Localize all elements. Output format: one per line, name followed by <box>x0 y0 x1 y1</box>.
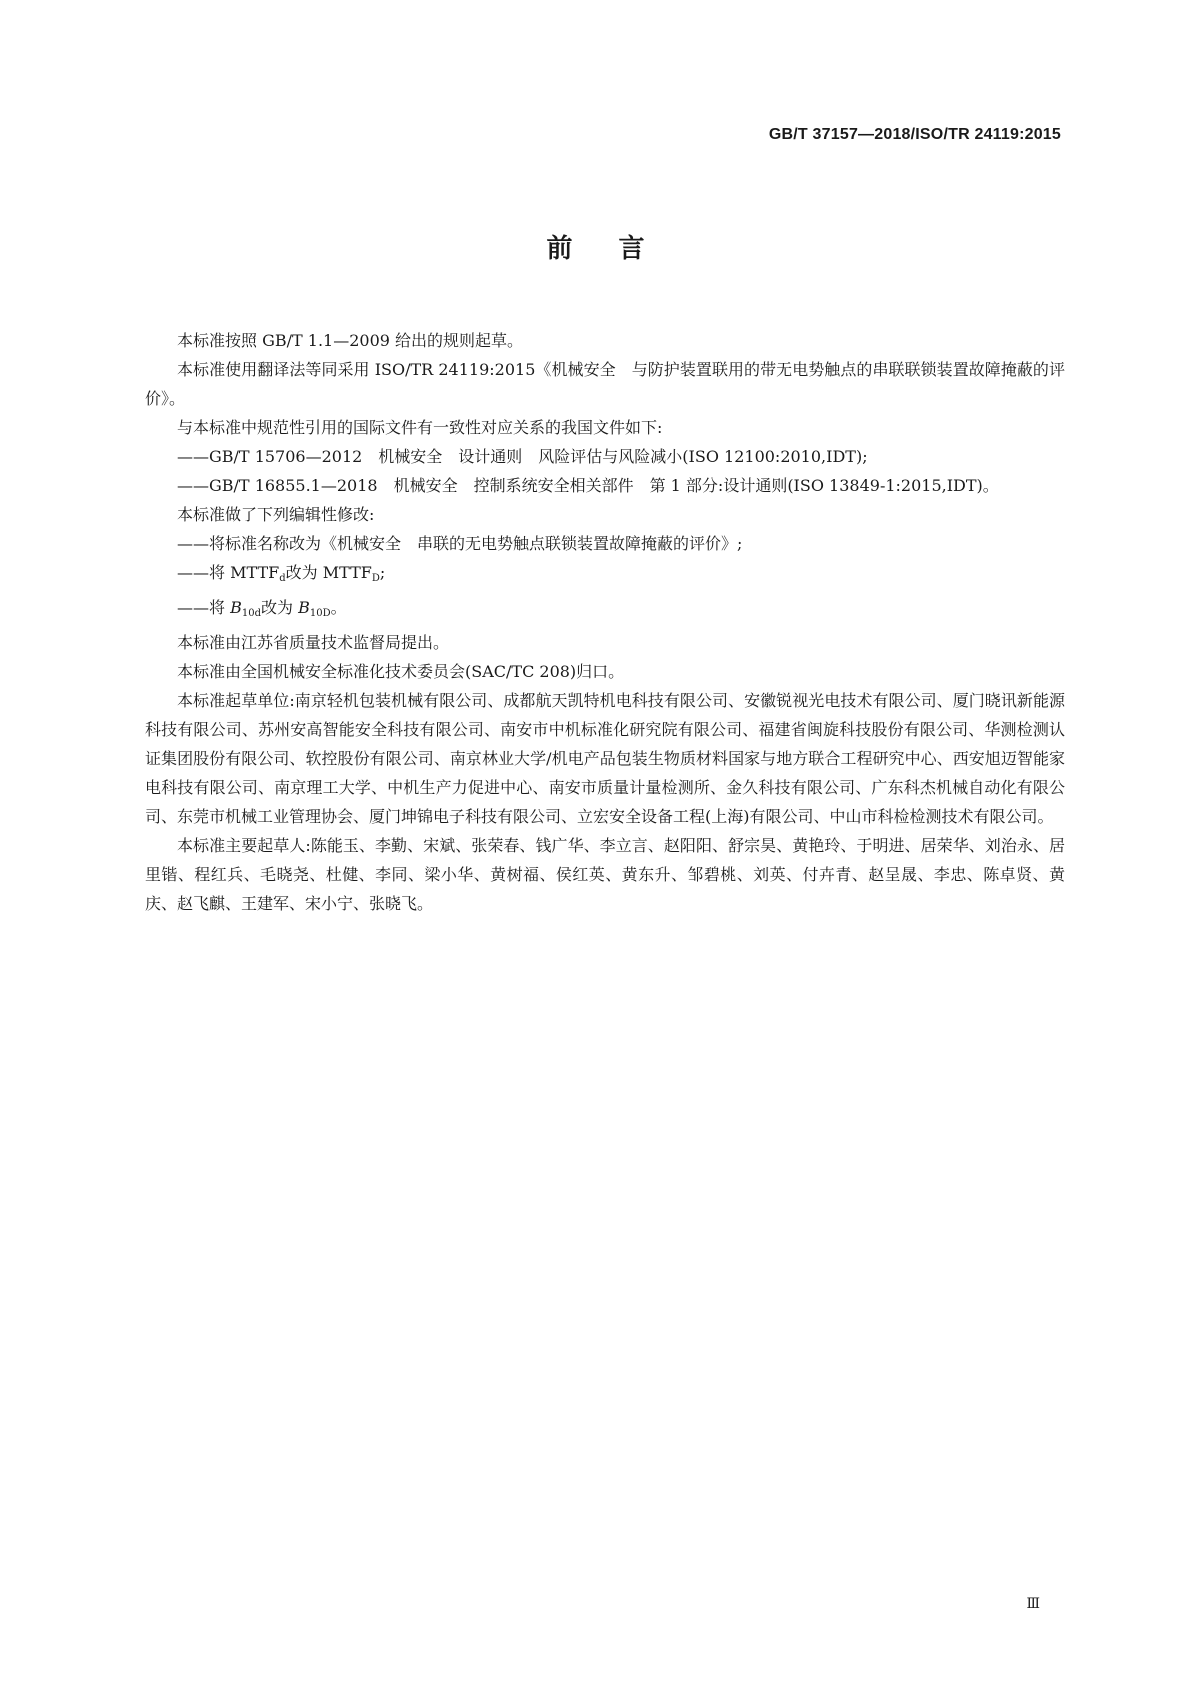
document-body <box>145 326 1065 918</box>
mod-text: 。 <box>330 598 347 617</box>
page-title: 前言 <box>546 234 691 264</box>
mod-text: 改为 <box>261 598 299 617</box>
paragraph-responsible-committee: 本标准由全国机械安全标准化技术委员会(SAC/TC 208)归口。 <box>177 662 625 681</box>
subscript: 10d <box>241 608 261 619</box>
paragraph-drafting-units: 本标准起草单位:南京轻机包装机械有限公司、成都航天凯特机电科技有限公司、安徽锐视光电技术有限公司、厦门晓讯新能源科技有限公司、苏州安高智能安全科技有限公司、南安市中机标准化研究院有限公司、福建省闽旋科技股份有限公司、华测检测认证集团股份有限公司、软控股份有限公司、南京林业大学/机电产品包装生物质材料国家与地方联合工程研究中心、西安旭迈智能家电科技有限公司、南京理工大学、中机生产力促进中心、南安市质量计量检测所、金久科技有限公司、广东科杰机械自动化有限公司、东莞市机械工业管理协会、厦门坤锦电子科技有限公司、立宏安全设备工程(上海)有限公司、中山市科检检测技术有限公司。 <box>145 691 1065 826</box>
document-code: GB/T 37157—2018/ISO/TR 24119:2015 <box>768 126 1061 143</box>
modification-item <box>145 558 1065 593</box>
mod-text: ——将 MTTF <box>177 563 280 582</box>
paragraph-modifications-intro: 本标准做了下列编辑性修改: <box>177 505 375 524</box>
modification-item <box>145 593 1065 628</box>
variable: B <box>298 598 310 617</box>
paragraph-drafters: 本标准主要起草人:陈能玉、李勤、宋斌、张荣春、钱广华、李立言、赵阳阳、舒宗昊、黄艳玲、于明进、居荣华、刘治永、居里锴、程红兵、毛晓尧、杜健、李同、梁小华、黄树福、侯红英、黄东升、邹碧桃、刘英、付卉青、赵呈晟、李忠、陈卓贤、黄庆、赵飞麒、王建军、宋小宁、张晓飞。 <box>145 836 1065 913</box>
reference-item: ——GB/T 15706—2012 机械安全 设计通则 风险评估与风险减小(ISO 12100:2010,IDT); <box>177 447 868 466</box>
mod-text: 改为 MTTF <box>285 563 372 582</box>
reference-item: ——GB/T 16855.1—2018 机械安全 控制系统安全相关部件 第 1 部分:设计通则(ISO 13849-1:2015,IDT)。 <box>177 476 999 495</box>
subscript: D <box>371 573 380 584</box>
subscript: d <box>279 573 286 584</box>
modification-item: ——将标准名称改为《机械安全 串联的无电势触点联锁装置故障掩蔽的评价》; <box>177 534 743 553</box>
mod-text: ; <box>379 563 386 582</box>
mod-text: ——将 <box>177 598 231 617</box>
subscript: 10D <box>309 608 331 619</box>
page-number: Ⅲ <box>1026 1596 1040 1612</box>
paragraph-drafting-rules: 本标准按照 GB/T 1.1—2009 给出的规则起草。 <box>177 331 524 350</box>
paragraph-proposer: 本标准由江苏省质量技术监督局提出。 <box>177 633 450 652</box>
variable: B <box>230 598 242 617</box>
paragraph-references-intro: 与本标准中规范性引用的国际文件有一致性对应关系的我国文件如下: <box>177 418 663 437</box>
paragraph-adoption: 本标准使用翻译法等同采用 ISO/TR 24119:2015《机械安全 与防护装置联用的带无电势触点的串联联锁装置故障掩蔽的评价》。 <box>145 360 1065 408</box>
